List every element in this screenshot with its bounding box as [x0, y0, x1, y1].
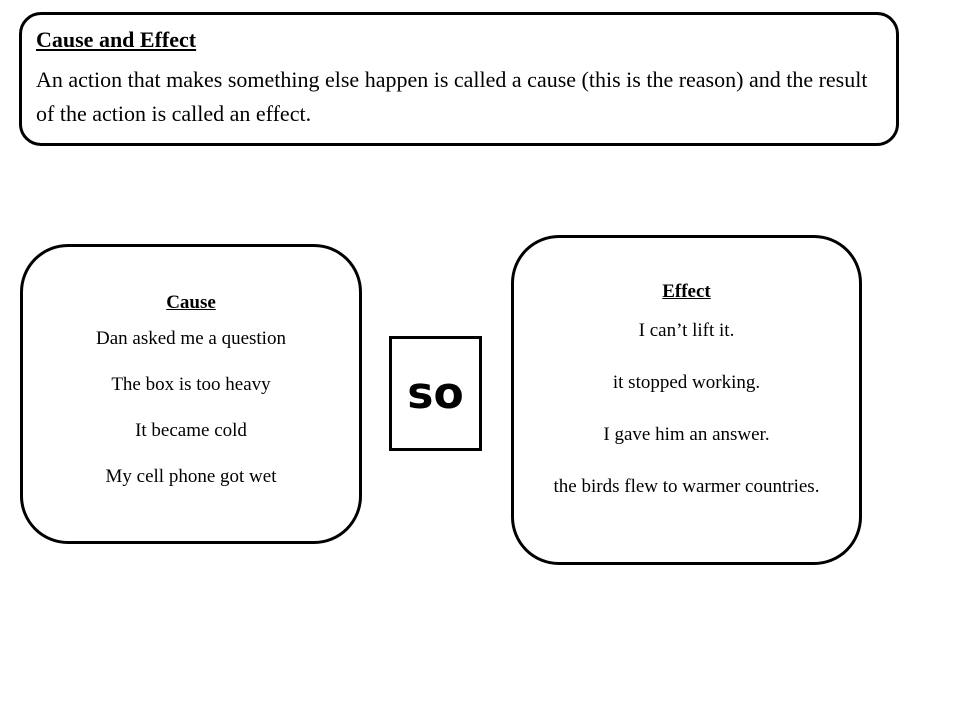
effect-item: the birds flew to warmer countries.: [553, 476, 820, 497]
effect-title: Effect: [662, 281, 711, 302]
effect-item: I can’t lift it.: [638, 320, 735, 341]
effect-item: I gave him an answer.: [603, 424, 770, 445]
cause-item: It became cold: [135, 420, 247, 441]
effect-card: [511, 235, 862, 565]
so-connector: so: [389, 336, 482, 451]
effect-item: it stopped working.: [612, 372, 761, 393]
cause-item: Dan asked me a question: [96, 328, 286, 349]
cause-title: Cause: [166, 292, 216, 313]
cause-item: The box is too heavy: [111, 374, 271, 395]
definition-box: [19, 12, 899, 146]
definition-text: An action that makes something else happen is called a cause (this is the reason) and the result of the action is called an effect.: [36, 67, 868, 126]
definition-title: Cause and Effect: [36, 27, 197, 52]
cause-item: My cell phone got wet: [105, 466, 277, 487]
cause-card: [20, 244, 362, 544]
